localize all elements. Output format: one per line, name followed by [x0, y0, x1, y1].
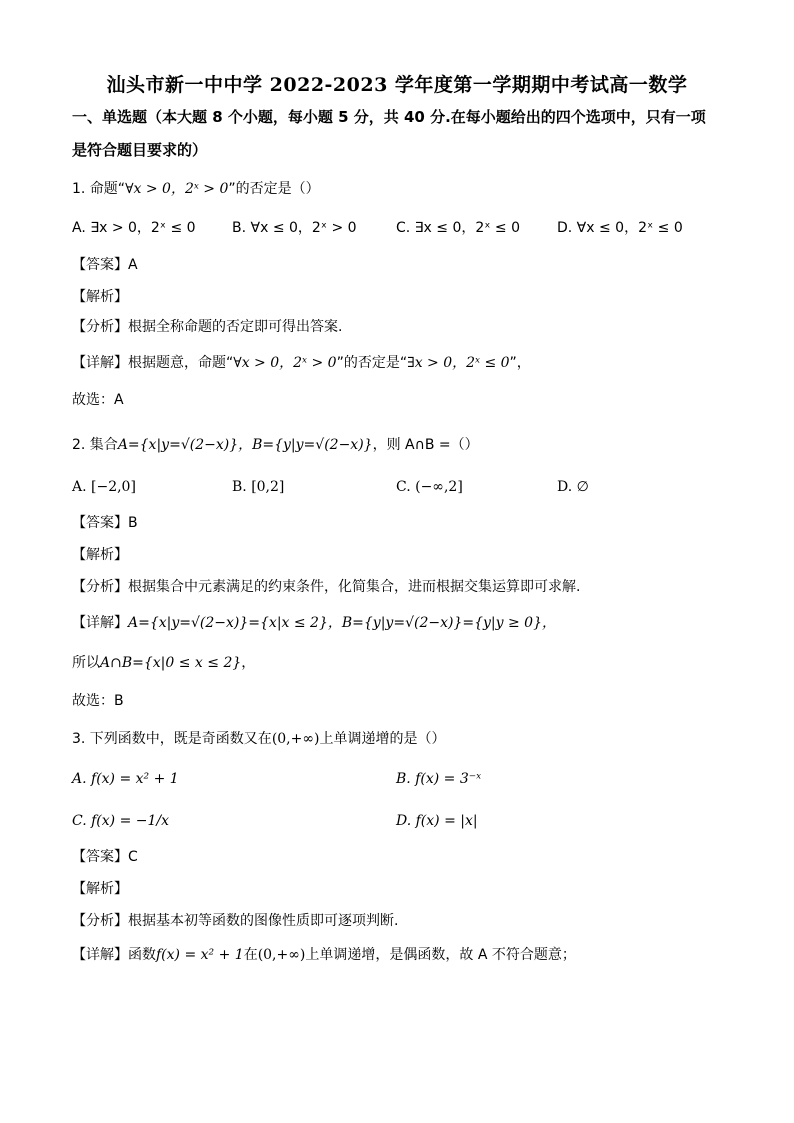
- q2-answer: 【答案】B: [72, 515, 138, 531]
- q3-fenxi: 【分析】根据基本初等函数的图像性质即可逐项判断.: [72, 913, 399, 929]
- q1-analysis-label: 【解析】: [72, 289, 128, 305]
- q2-stem-math: A={x|y=√(2−x)}，B={y|y=√(2−x)}: [117, 437, 373, 453]
- q3-option-d: D. f(x) = |x|: [396, 813, 478, 829]
- q1-fenxi: 【分析】根据全称命题的否定即可得出答案.: [72, 319, 343, 335]
- q2-fenxi: 【分析】根据集合中元素满足的约束条件，化简集合，进而根据交集运算即可求解.: [72, 579, 581, 595]
- q2-analysis-label: 【解析】: [72, 547, 128, 563]
- q2-option-c: C. (−∞,2]: [396, 479, 463, 495]
- q1-option-d: D. ∀x ≤ 0，2ˣ ≤ 0: [557, 220, 683, 236]
- q3-option-b: B. f(x) = 3⁻ˣ: [396, 771, 482, 787]
- q1-detail: 【详解】根据题意，命题“∀x > 0，2ˣ > 0”的否定是“∃x > 0，2ˣ ≤ 0”，: [72, 355, 531, 371]
- section-heading-line1: 一、单选题（本大题 8 个小题，每小题 5 分，共 40 分.在每小题给出的四个选项中，只有一项: [72, 108, 706, 126]
- q3-answer: 【答案】C: [72, 849, 138, 865]
- answer-label: 【答案】: [72, 257, 128, 273]
- q3-stem: 3. 下列函数中，既是奇函数又在(0,+∞)上单调递增的是（）: [72, 731, 446, 747]
- section-heading-line2: 是符合题目要求的）: [72, 141, 208, 159]
- q2-choose: 故选：B: [72, 693, 124, 709]
- q1-option-c: C. ∃x ≤ 0，2ˣ ≤ 0: [396, 220, 521, 236]
- page-title: 汕头市新一中中学 2022-2023 学年度第一学期期中考试高一数学: [106, 74, 688, 96]
- q3-detail: 【详解】函数f(x) = x² + 1在(0,+∞)上单调递增，是偶函数，故 A 不符合题意；: [72, 947, 576, 963]
- q2-option-d: D. ∅: [557, 479, 589, 495]
- q1-answer: 【答案】A: [72, 257, 138, 273]
- q2-option-a: A. [−2,0]: [72, 479, 136, 495]
- q1-option-a: A. ∃x > 0，2ˣ ≤ 0: [72, 220, 196, 236]
- q1-stem-math: ∀x > 0，2ˣ > 0: [125, 181, 229, 197]
- q3-analysis-label: 【解析】: [72, 881, 128, 897]
- q3-option-c: C. f(x) = −1/x: [72, 813, 169, 829]
- q2-stem: 2. 集合A={x|y=√(2−x)}，B={y|y=√(2−x)}，则 A∩B =（）: [72, 437, 479, 453]
- q1-option-b: B. ∀x ≤ 0，2ˣ > 0: [232, 220, 357, 236]
- q2-option-b: B. [0,2]: [232, 479, 285, 495]
- q2-detail: 【详解】A={x|y=√(2−x)}={x|x ≤ 2}，B={y|y=√(2−x)}={y|y ≥ 0}，: [72, 615, 556, 631]
- q1-stem: 1. 命题“∀x > 0，2ˣ > 0”的否定是（）: [72, 181, 320, 197]
- q1-choose: 故选：A: [72, 392, 124, 408]
- q3-option-a: A. f(x) = x² + 1: [72, 771, 179, 787]
- q2-so: 所以A∩B={x|0 ≤ x ≤ 2}，: [72, 655, 256, 671]
